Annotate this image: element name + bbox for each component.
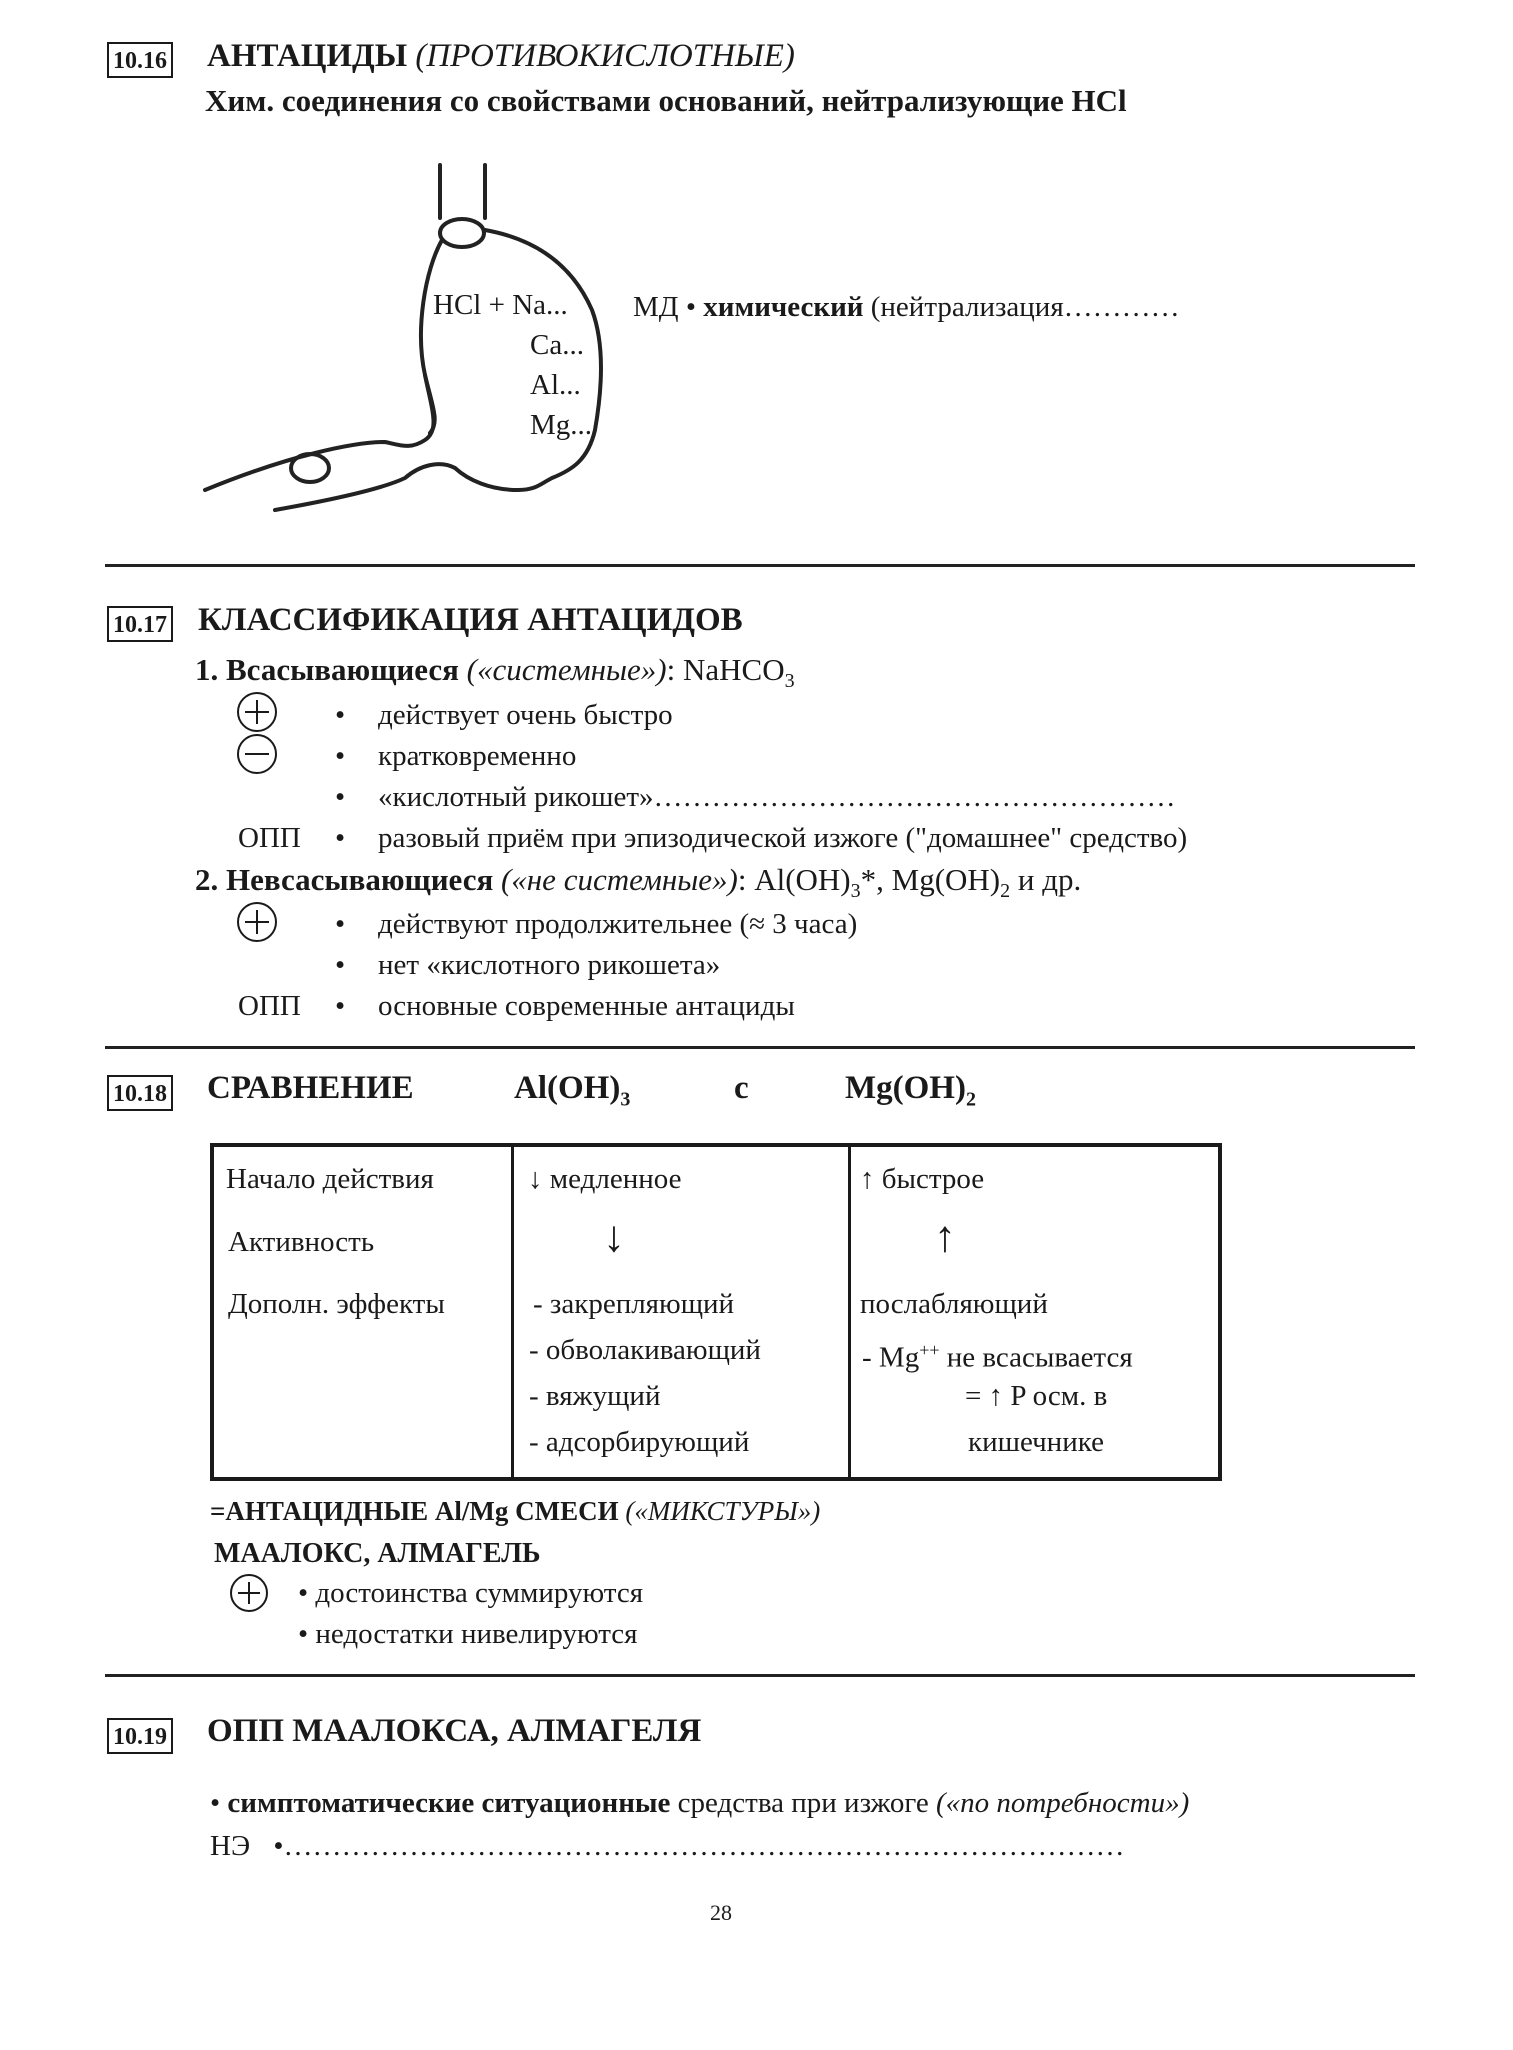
item1-point4: разовый приём при эпизодической изжоге ("домашнее" средство) bbox=[378, 822, 1188, 854]
item1-number: 1. bbox=[195, 652, 219, 687]
item2-sub-a: 3 bbox=[850, 880, 861, 903]
item1-rest: : NaHCO bbox=[666, 652, 785, 687]
mix-title bbox=[210, 1496, 820, 1527]
item2-header bbox=[195, 862, 1081, 903]
mix-point-2: • недостатки нивелируются bbox=[298, 1618, 638, 1650]
section-number-10-19: 10.19 bbox=[107, 1718, 173, 1754]
item2-point1-bullet: • bbox=[335, 908, 346, 940]
item1-header bbox=[195, 652, 795, 693]
item2-bold: Невсасывающиеся bbox=[226, 862, 494, 897]
table-col-divider-2 bbox=[848, 1147, 851, 1477]
mg-effect-3: = ↑ P осм. в bbox=[965, 1380, 1108, 1412]
opp-bold: симптоматические ситуационные bbox=[227, 1787, 671, 1819]
title-paren: (ПРОТИВОКИСЛОТНЫЕ) bbox=[415, 38, 795, 74]
item2-point3: основные современные антациды bbox=[378, 990, 795, 1022]
item2-point2-bullet: • bbox=[335, 949, 346, 981]
mg-ion: - Mg bbox=[862, 1341, 920, 1374]
item1-point1: действует очень быстро bbox=[378, 699, 673, 731]
page-number: 28 bbox=[710, 1900, 732, 1925]
arrow-down-icon: ↓ bbox=[603, 1212, 625, 1261]
item2-opp-label: ОПП bbox=[238, 990, 301, 1022]
item2-sub-b: 2 bbox=[1000, 880, 1011, 903]
cardia-ring bbox=[440, 219, 484, 247]
ion-al: Al... bbox=[530, 369, 581, 401]
title-text: АНТАЦИДЫ bbox=[207, 38, 408, 74]
item1-point1-bullet: • bbox=[335, 699, 346, 731]
divider-1 bbox=[105, 564, 1415, 567]
mg-effect-4: кишечнике bbox=[968, 1426, 1104, 1458]
mg-ion-rest: не всасывается bbox=[939, 1341, 1133, 1374]
opp-rest: средства при изжоге bbox=[677, 1787, 929, 1819]
opp-bullet: • bbox=[210, 1787, 221, 1819]
mechanism-line bbox=[633, 291, 1180, 324]
md-label: МД bbox=[633, 291, 679, 323]
ne-line bbox=[210, 1830, 1125, 1863]
pylorus-ring bbox=[291, 454, 329, 482]
pylorus-lower bbox=[275, 464, 455, 510]
section-number-10-16: 10.16 bbox=[107, 42, 173, 78]
item1-point2-bullet: • bbox=[335, 740, 346, 772]
compare-mg bbox=[845, 1070, 976, 1112]
row-label-effects: Дополн. эффекты bbox=[228, 1288, 445, 1320]
item1-opp-label: ОПП bbox=[238, 822, 301, 854]
ne-rest: •…………………………………………………………………………… bbox=[273, 1830, 1125, 1862]
ion-na: HCl + Na... bbox=[433, 289, 568, 321]
mg-text: Mg(OH) bbox=[845, 1070, 966, 1106]
ion-list bbox=[433, 285, 592, 445]
compare-al bbox=[514, 1070, 630, 1112]
mix-title-italic: («МИКСТУРЫ») bbox=[625, 1496, 821, 1526]
section-subtitle-10-16: Хим. соединения со свойствами оснований, нейтрализующие HCl bbox=[205, 83, 1127, 118]
plus-circle-icon bbox=[237, 902, 277, 942]
item2-rest-b: *, Mg(OH) bbox=[860, 862, 1001, 897]
mg-sub: 2 bbox=[965, 1088, 976, 1111]
mix-title-bold: =АНТАЦИДНЫЕ Al/Mg СМЕСИ bbox=[210, 1496, 619, 1526]
item1-italic: («системные») bbox=[466, 652, 667, 687]
item2-point1: действуют продолжительнее (≈ 3 часа) bbox=[378, 908, 858, 940]
ne-label: НЭ bbox=[210, 1830, 251, 1862]
row-label-onset: Начало действия bbox=[226, 1163, 434, 1195]
mix-names: МААЛОКС, АЛМАГЕЛЬ bbox=[214, 1538, 541, 1569]
pylorus-upper bbox=[205, 375, 434, 490]
mg-ion-sup: ++ bbox=[919, 1340, 940, 1360]
md-bullet: • bbox=[685, 291, 696, 323]
al-effect-1: - закрепляющий bbox=[533, 1288, 735, 1320]
plus-circle-icon bbox=[237, 692, 277, 732]
compare-c: с bbox=[734, 1070, 749, 1106]
section-title-10-16 bbox=[207, 38, 795, 75]
section-number-10-17: 10.17 bbox=[107, 606, 173, 642]
divider-2 bbox=[105, 1046, 1415, 1049]
opp-line bbox=[210, 1787, 1189, 1820]
arrow-up-icon: ↑ bbox=[934, 1212, 956, 1261]
al-effect-2: - обволакивающий bbox=[529, 1334, 761, 1366]
al-onset: ↓ медленное bbox=[528, 1163, 682, 1195]
item1-bold: Всасывающиеся bbox=[226, 652, 459, 687]
al-effect-3: - вяжущий bbox=[529, 1380, 661, 1412]
item1-sub: 3 bbox=[784, 670, 795, 693]
md-rest: (нейтрализация………… bbox=[870, 291, 1180, 323]
row-label-activity: Активность bbox=[228, 1226, 375, 1258]
table-col-divider-1 bbox=[511, 1147, 514, 1477]
ion-mg: Mg... bbox=[530, 409, 593, 441]
al-sub: 3 bbox=[620, 1088, 631, 1111]
opp-italic: («по потребности») bbox=[935, 1787, 1190, 1819]
item1-point2: кратковременно bbox=[378, 740, 577, 772]
item1-point4-bullet: • bbox=[335, 822, 346, 854]
al-text: Al(OH) bbox=[514, 1070, 621, 1106]
item2-number: 2. bbox=[195, 862, 219, 897]
item1-point3-bullet: • bbox=[335, 781, 346, 813]
al-effect-4: - адсорбирующий bbox=[529, 1426, 750, 1458]
mg-effect-1: послабляющий bbox=[860, 1288, 1048, 1320]
item2-italic: («не системные») bbox=[500, 862, 738, 897]
item2-rest-c: и др. bbox=[1010, 862, 1082, 897]
section-title-10-18: СРАВНЕНИЕ bbox=[207, 1070, 414, 1106]
ion-ca: Ca... bbox=[530, 329, 584, 361]
minus-circle-icon bbox=[237, 734, 277, 774]
divider-3 bbox=[105, 1674, 1415, 1677]
md-bold: химический bbox=[703, 291, 864, 323]
item2-point2: нет «кислотного рикошета» bbox=[378, 949, 721, 981]
plus-circle-icon bbox=[230, 1574, 268, 1612]
section-title-10-19: ОПП МААЛОКСА, АЛМАГЕЛЯ bbox=[207, 1713, 702, 1749]
item1-point3: «кислотный рикошет»……………………………………………… bbox=[378, 781, 1176, 813]
section-title-10-17: КЛАССИФИКАЦИЯ АНТАЦИДОВ bbox=[198, 602, 743, 638]
mix-point-1: • достоинства суммируются bbox=[298, 1577, 644, 1609]
item2-rest-a: : Al(OH) bbox=[737, 862, 851, 897]
section-number-10-18: 10.18 bbox=[107, 1075, 173, 1111]
mg-onset: ↑ быстрое bbox=[860, 1163, 985, 1195]
item2-point3-bullet: • bbox=[335, 990, 346, 1022]
